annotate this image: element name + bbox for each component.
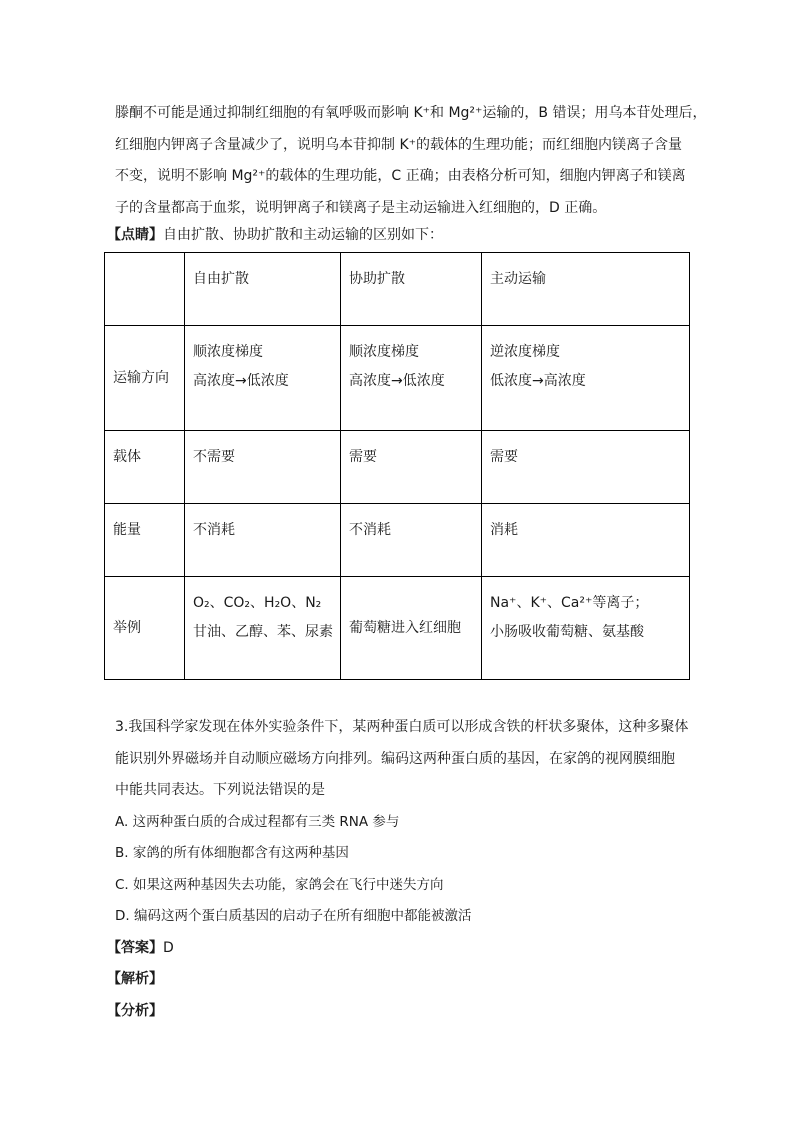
question-stem-line: 能识别外界磁场并自动顺应磁场方向排列。编码这两种蛋白质的基因，在家鸽的视网膜细胞	[115, 750, 675, 767]
table-cell	[185, 577, 341, 680]
table-header-cell: 主动运输	[482, 253, 690, 326]
analysis-tag: 【解析】	[107, 971, 163, 987]
table-cell: 消耗	[482, 504, 690, 577]
question-stem-line: 中能共同表达。下列说法错误的是	[115, 782, 325, 798]
explanation-line: 红细胞内钾离子含量减少了，说明乌本苷抑制 K⁺的载体的生理功能；而红细胞内镁离子含量	[115, 136, 683, 153]
cell-line: 顺浓度梯度	[193, 344, 263, 360]
cell-line: 高浓度→低浓度	[349, 373, 445, 389]
option-a: A. 这两种蛋白质的合成过程都有三类 RNA 参与	[115, 813, 400, 830]
cell-line: 葡萄糖进入红细胞	[349, 619, 461, 636]
table-row	[105, 326, 690, 431]
table-cell	[341, 326, 482, 431]
comparison-table	[104, 252, 690, 680]
table-cell	[482, 577, 690, 680]
table-header-row	[105, 253, 690, 326]
option-b: B. 家鸽的所有体细胞都含有这两种基因	[115, 845, 349, 861]
table-cell: 不需要	[185, 431, 341, 504]
cell-line: Na⁺、K⁺、Ca²⁺等离子；	[490, 595, 649, 611]
table-cell: 不消耗	[341, 504, 482, 577]
cell-line: 顺浓度梯度	[349, 344, 419, 360]
table-row	[105, 504, 690, 577]
point-tag: 【点睛】	[107, 227, 163, 243]
cell-line: O₂、CO₂、H₂O、N₂	[193, 595, 322, 611]
point-text: 自由扩散、协助扩散和主动运输的区别如下：	[163, 227, 443, 243]
question-stem-line: 3.我国科学家发现在体外实验条件下，某两种蛋白质可以形成含铁的杆状多聚体，这种多聚体	[115, 719, 689, 735]
table-header-cell	[105, 253, 185, 326]
explanation-line: 子的含量都高于血浆，说明钾离子和镁离子是主动运输进入红细胞的，D 正确。	[115, 199, 607, 216]
explanation-line: 不变，说明不影响 Mg²⁺的载体的生理功能，C 正确；由表格分析可知，细胞内钾离子和镁离	[115, 168, 686, 184]
table-cell: 需要	[341, 431, 482, 504]
table-header-cell: 协助扩散	[341, 253, 482, 326]
cell-line: 高浓度→低浓度	[193, 373, 289, 389]
breakdown-tag: 【分析】	[107, 1002, 163, 1019]
explanation-line: 滕酮不可能是通过抑制红细胞的有氧呼吸而影响 K⁺和 Mg²⁺运输的，B 错误；用乌本苷处理后，	[115, 105, 707, 121]
row-label: 运输方向	[105, 326, 185, 431]
row-label: 举例	[105, 577, 185, 680]
row-label: 能量	[105, 504, 185, 577]
table-row	[105, 577, 690, 680]
cell-line: 甘油、乙醇、苯、尿素	[193, 624, 333, 640]
point-heading	[107, 224, 443, 246]
explanation-paragraph	[115, 98, 707, 224]
table-cell: 不消耗	[185, 504, 341, 577]
row-label: 载体	[105, 431, 185, 504]
table-cell: 需要	[482, 431, 690, 504]
table-header-cell: 自由扩散	[185, 253, 341, 326]
question-block	[107, 712, 695, 1027]
option-d: D. 编码这两个蛋白质基因的启动子在所有细胞中都能被激活	[115, 908, 472, 924]
table-cell	[482, 326, 690, 431]
cell-line: 小肠吸收葡萄糖、氨基酸	[490, 624, 644, 640]
answer-tag: 【答案】	[107, 939, 163, 956]
table-row	[105, 431, 690, 504]
answer-line	[107, 933, 695, 965]
table-cell	[185, 326, 341, 431]
cell-line: 逆浓度梯度	[490, 344, 560, 360]
table-cell	[341, 577, 482, 680]
option-c: C. 如果这两种基因失去功能，家鸽会在飞行中迷失方向	[115, 876, 444, 893]
answer-value: D	[163, 939, 174, 956]
cell-line: 低浓度→高浓度	[490, 373, 586, 389]
